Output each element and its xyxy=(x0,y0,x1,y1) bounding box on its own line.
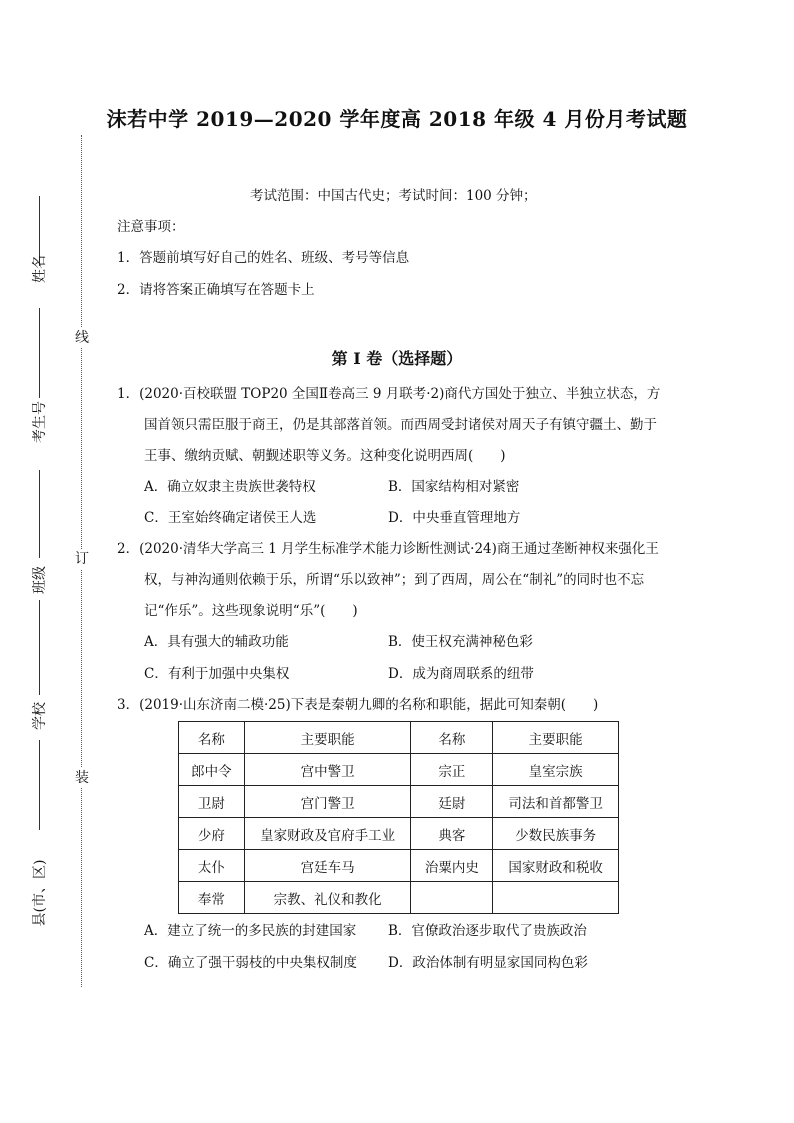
exam-title: 沫若中学 2019—2020 学年度高 2018 年级 4 月份月考试题 xyxy=(106,107,688,131)
table-cell: 皇室宗族 xyxy=(493,754,619,786)
table-cell: 宗正 xyxy=(411,754,493,786)
question-line: 2．(2020·清华大学高三 1 月学生标准学术能力诊断性测试·24)商王通过垄断神权来强化王 xyxy=(117,541,659,557)
table-cell: 宫门警卫 xyxy=(244,786,411,818)
nine-ministers-table xyxy=(178,721,619,914)
table-row xyxy=(179,850,619,882)
table-row xyxy=(179,882,619,914)
option-b: B．使王权充满神秘色彩 xyxy=(388,634,533,650)
exam-info: 考试范围：中国古代史；考试时间：100 分钟； xyxy=(250,188,537,204)
table-cell: 太仆 xyxy=(179,850,245,882)
table-row xyxy=(179,818,619,850)
county-label: 县(市、区) xyxy=(32,859,48,927)
school-label: 学校 xyxy=(32,702,48,730)
class-blank-line xyxy=(39,470,40,558)
note-item: 1．答题前填写好自己的姓名、班级、考号等信息 xyxy=(117,250,410,266)
table-cell: 廷尉 xyxy=(411,786,493,818)
name-label: 姓名 xyxy=(32,255,48,283)
option-d: D．成为商周联系的纽带 xyxy=(388,666,534,682)
table-cell: 奉常 xyxy=(179,882,245,914)
option-c: C．有利于加强中央集权 xyxy=(144,666,290,682)
note-item: 2．请将答案正确填写在答题卡上 xyxy=(117,282,315,298)
class-label: 班级 xyxy=(32,566,48,594)
table-cell: 宫中警卫 xyxy=(244,754,411,786)
table-cell: 宗教、礼仪和教化 xyxy=(244,882,411,914)
option-c: C．确立了强干弱枝的中央集权制度 xyxy=(144,955,357,971)
question-line: 权，与神沟通则依赖于乐，所谓“乐以致神”；到了西周，周公在“制礼”的同时也不忘 xyxy=(144,572,645,588)
table-header-cell: 主要职能 xyxy=(244,722,411,754)
question-line: 王事、缴纳贡赋、朝觐述职等义务。这种变化说明西周( ) xyxy=(144,448,506,464)
table-cell xyxy=(411,882,493,914)
table-header-cell: 名称 xyxy=(411,722,493,754)
option-a: A．确立奴隶主贵族世袭特权 xyxy=(144,479,316,495)
question-line: 国首领只需臣服于商王，仍是其部落首领。而西周受封诸侯对周天子有镇守疆土、勤于 xyxy=(144,417,657,433)
table-cell: 治粟内史 xyxy=(411,850,493,882)
table-cell: 少数民族事务 xyxy=(493,818,619,850)
table-cell: 少府 xyxy=(179,818,245,850)
table-header-cell: 名称 xyxy=(179,722,245,754)
table-cell: 郎中令 xyxy=(179,754,245,786)
student-id-label: 考生号 xyxy=(32,401,48,443)
table-row xyxy=(179,754,619,786)
county-blank-line xyxy=(39,740,40,830)
table-row xyxy=(179,786,619,818)
question-line: 3．(2019·山东济南二模·25)下表是秦朝九卿的名称和职能，据此可知秦朝( ) xyxy=(117,697,599,713)
option-a: A．具有强大的辅政功能 xyxy=(144,634,289,650)
table-header-row xyxy=(179,722,619,754)
option-a: A．建立了统一的多民族的封建国家 xyxy=(144,923,357,939)
table-cell: 皇家财政及官府手工业 xyxy=(244,818,411,850)
school-blank-line xyxy=(39,600,40,695)
option-d: D．政治体制有明显家国同构色彩 xyxy=(388,955,588,971)
question-line: 1．(2020·百校联盟 TOP20 全国Ⅱ卷高三 9 月联考·2)商代方国处于独立、半独立状态，方 xyxy=(117,386,661,402)
table-cell xyxy=(493,882,619,914)
table-cell: 卫尉 xyxy=(179,786,245,818)
notes-title: 注意事项： xyxy=(117,219,185,235)
margin-word-bind: 订 xyxy=(72,549,92,569)
table-cell: 宫廷车马 xyxy=(244,850,411,882)
option-b: B．官僚政治逐步取代了贵族政治 xyxy=(388,923,587,939)
question-line: 记“作乐”。这些现象说明“乐”( ) xyxy=(144,603,358,619)
section-title: 第 I 卷（选择题） xyxy=(331,349,463,368)
table-cell: 国家财政和税收 xyxy=(493,850,619,882)
table-cell: 典客 xyxy=(411,818,493,850)
table-header-cell: 主要职能 xyxy=(493,722,619,754)
option-b: B．国家结构相对紧密 xyxy=(388,479,520,495)
option-d: D．中央垂直管理地方 xyxy=(388,510,521,526)
table-cell: 司法和首都警卫 xyxy=(493,786,619,818)
binding-margin xyxy=(0,0,110,1123)
margin-word-install: 装 xyxy=(72,768,92,788)
margin-word-line: 线 xyxy=(72,328,92,348)
option-c: C．王室始终确定诸侯王人选 xyxy=(144,510,317,526)
